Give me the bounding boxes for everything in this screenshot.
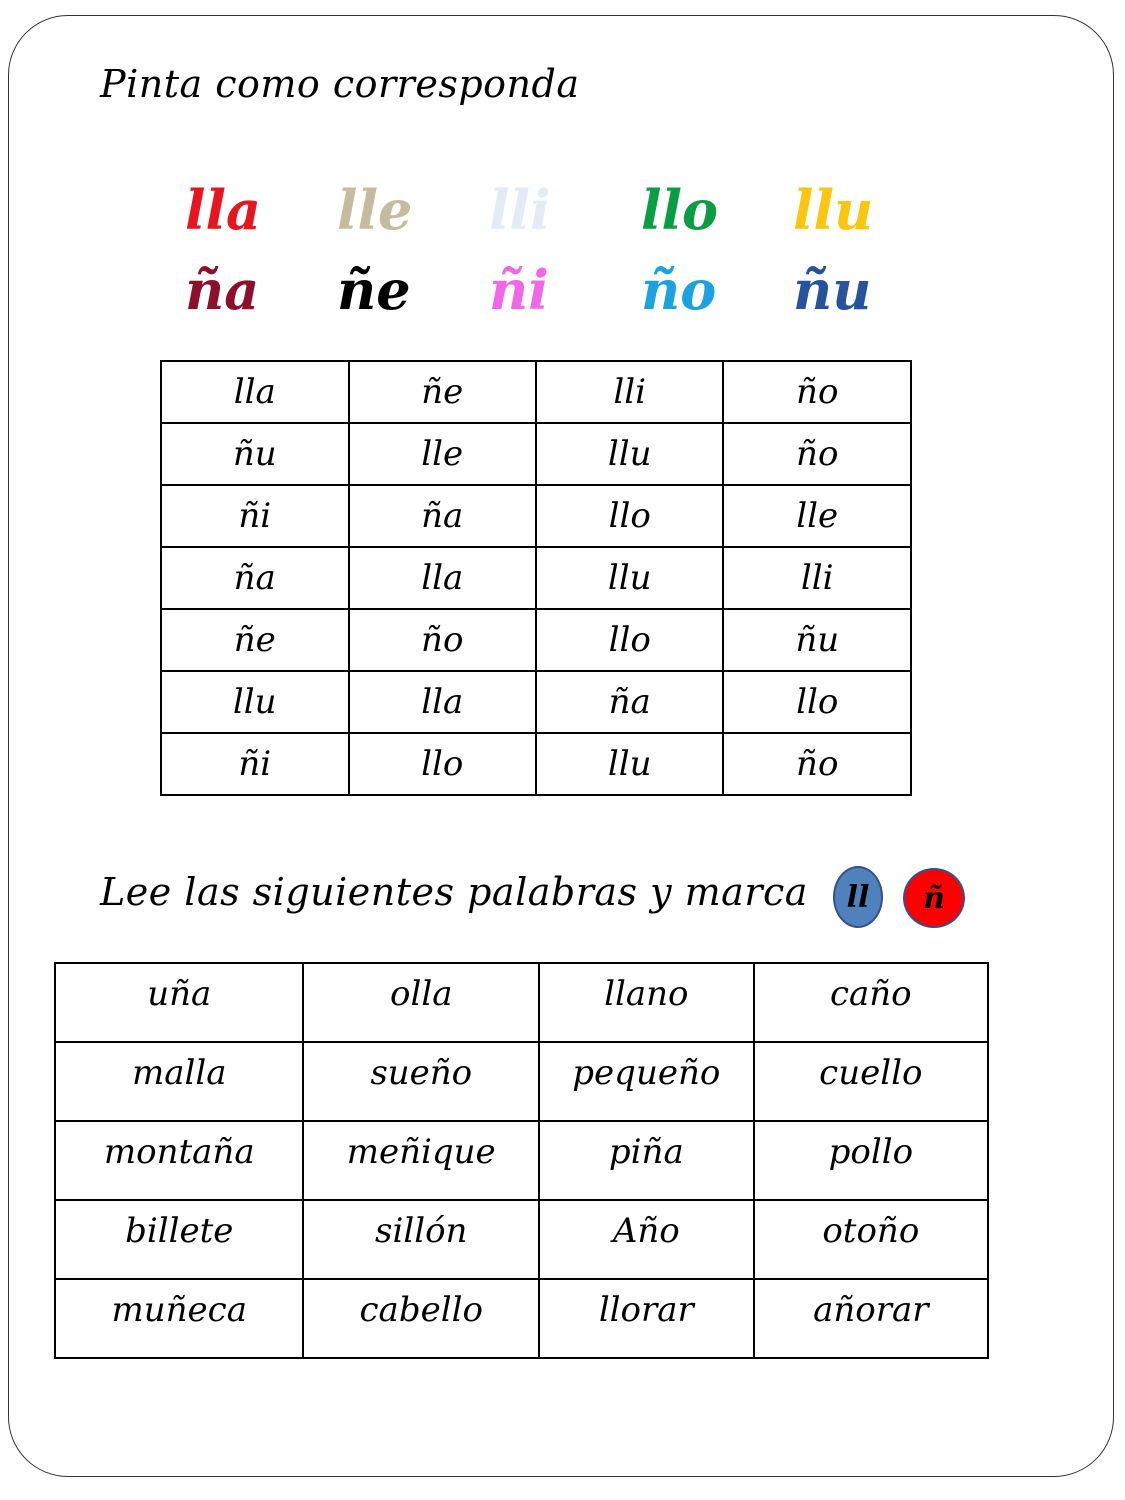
syllable-cell[interactable]: ño (723, 733, 911, 795)
word-cell[interactable]: caño (754, 963, 988, 1042)
word-cell[interactable]: muñeca (55, 1279, 303, 1358)
syllable-cell[interactable]: lli (536, 361, 724, 423)
word-cell[interactable]: pequeño (539, 1042, 754, 1121)
color-key-item: ño (641, 258, 717, 322)
syllable-cell[interactable]: lle (349, 423, 536, 485)
word-cell[interactable]: olla (303, 963, 539, 1042)
word-cell[interactable]: montaña (55, 1121, 303, 1200)
syllable-row (161, 361, 911, 423)
word-cell[interactable]: uña (55, 963, 303, 1042)
ll-marker-circle[interactable]: ll (833, 866, 883, 928)
color-key-item: lli (489, 178, 551, 242)
word-row (55, 963, 988, 1042)
word-cell[interactable]: piña (539, 1121, 754, 1200)
color-key-row-n (185, 250, 945, 330)
syllable-cell[interactable]: ñu (723, 609, 911, 671)
word-row (55, 1200, 988, 1279)
word-row (55, 1279, 988, 1358)
syllable-cell[interactable]: ño (723, 361, 911, 423)
color-key-item: llu (793, 178, 874, 242)
syllable-cell[interactable]: ñu (161, 423, 349, 485)
syllable-cell[interactable]: llo (536, 609, 724, 671)
color-key-item: llo (641, 178, 719, 242)
word-row (55, 1121, 988, 1200)
color-key-row-ll (185, 170, 945, 250)
word-cell[interactable]: malla (55, 1042, 303, 1121)
syllable-cell[interactable]: ñi (161, 733, 349, 795)
syllable-row (161, 547, 911, 609)
syllable-cell[interactable]: lla (161, 361, 349, 423)
syllable-cell[interactable]: llo (349, 733, 536, 795)
syllable-cell[interactable]: llu (536, 423, 724, 485)
word-table (54, 962, 989, 1359)
word-cell[interactable]: cuello (754, 1042, 988, 1121)
syllable-cell[interactable]: ña (349, 485, 536, 547)
color-key-item: lla (185, 178, 262, 242)
word-cell[interactable]: otoño (754, 1200, 988, 1279)
color-key-item: lle (337, 178, 413, 242)
word-cell[interactable]: billete (55, 1200, 303, 1279)
read-instruction-title: Lee las siguientes palabras y marca (100, 870, 808, 914)
word-cell[interactable]: llorar (539, 1279, 754, 1358)
word-cell[interactable]: cabello (303, 1279, 539, 1358)
syllable-cell[interactable]: ñi (161, 485, 349, 547)
paint-instruction-title: Pinta como corresponda (100, 62, 580, 106)
syllable-table (160, 360, 912, 796)
syllable-cell[interactable]: ño (349, 609, 536, 671)
syllable-cell[interactable]: llu (161, 671, 349, 733)
color-key-item: ña (185, 258, 260, 322)
word-row (55, 1042, 988, 1121)
word-cell[interactable]: sueño (303, 1042, 539, 1121)
syllable-cell[interactable]: llo (723, 671, 911, 733)
syllable-cell[interactable]: ño (723, 423, 911, 485)
syllable-row (161, 485, 911, 547)
syllable-row (161, 609, 911, 671)
word-cell[interactable]: pollo (754, 1121, 988, 1200)
syllable-cell[interactable]: lla (349, 547, 536, 609)
color-key-item: ñi (489, 258, 549, 322)
syllable-cell[interactable]: lli (723, 547, 911, 609)
syllable-cell[interactable]: ñe (161, 609, 349, 671)
color-key (185, 170, 945, 330)
word-cell[interactable]: añorar (754, 1279, 988, 1358)
syllable-cell[interactable]: lla (349, 671, 536, 733)
syllable-row (161, 671, 911, 733)
syllable-cell[interactable]: ña (161, 547, 349, 609)
color-key-item: ñe (337, 258, 411, 322)
syllable-cell[interactable]: llu (536, 547, 724, 609)
syllable-cell[interactable]: ña (536, 671, 724, 733)
syllable-row (161, 423, 911, 485)
syllable-cell[interactable]: llo (536, 485, 724, 547)
syllable-cell[interactable]: llu (536, 733, 724, 795)
syllable-row (161, 733, 911, 795)
n-marker-circle[interactable]: ñ (903, 868, 965, 928)
syllable-cell[interactable]: lle (723, 485, 911, 547)
word-cell[interactable]: Año (539, 1200, 754, 1279)
syllable-cell[interactable]: ñe (349, 361, 536, 423)
word-cell[interactable]: sillón (303, 1200, 539, 1279)
word-cell[interactable]: llano (539, 963, 754, 1042)
word-cell[interactable]: meñique (303, 1121, 539, 1200)
color-key-item: ñu (793, 258, 872, 322)
